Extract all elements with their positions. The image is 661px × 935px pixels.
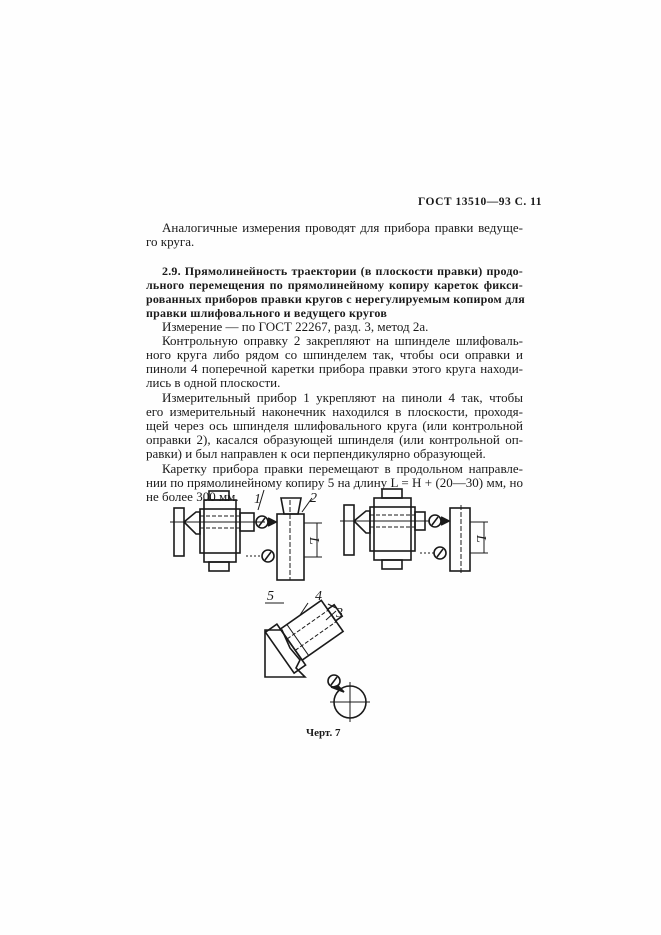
- paragraph-line: Измерение — по ГОСТ 22267, разд. 3, метод 2а.: [162, 319, 429, 334]
- diagram-left: [170, 490, 322, 580]
- paragraph-line: го круга.: [146, 234, 195, 249]
- paragraph-line: его измерительный наконечник находился в плоскости, проходя-: [146, 404, 523, 419]
- paragraph-line: Измерительный прибор 1 укрепляют на пиноли 4 так, чтобы: [162, 390, 523, 405]
- label-2: 2: [310, 491, 317, 506]
- label-1: 1: [254, 492, 261, 507]
- paragraph-line: равки) и был направлен к оси перпендикулярно образующей.: [146, 446, 486, 461]
- label-3: 3: [336, 606, 343, 621]
- label-5: 5: [267, 589, 274, 604]
- paragraph-line: Контрольную оправку 2 закрепляют на шпинделе шлифоваль-: [162, 333, 523, 348]
- paragraph-line: оправки 2), касался образующей шпинделя (или контрольной оп-: [146, 432, 523, 447]
- diagram-bottom: [265, 589, 370, 722]
- paragraph-line: не более 300 мм.: [146, 489, 239, 504]
- paragraph-line: нии по прямолинейному копиру 5 на длину L = H + (20—30) мм, но: [146, 475, 523, 490]
- figure-caption: Черт. 7: [306, 727, 341, 739]
- paragraph-line: ного круга либо рядом со шпинделем так, чтобы оси оправки и: [146, 347, 523, 362]
- label-L-left: L: [306, 537, 321, 545]
- label-L-right: L: [473, 535, 488, 543]
- diagram-right: [340, 489, 488, 575]
- paragraph-line: лись в одной плоскости.: [146, 375, 281, 390]
- paragraph-line: Каретку прибора правки перемещают в продольном направле-: [162, 461, 523, 476]
- paragraph-line: щей через ось шпинделя шлифовального круга (или контрольной: [146, 418, 523, 433]
- section-title-line: 2.9. Прямолинейность траектории (в плоскости правки) продо-: [162, 264, 523, 278]
- paragraph-line: пиноли 4 поперечной каретки прибора правки этого круга находи-: [146, 361, 523, 376]
- paragraph-line: Аналогичные измерения проводят для прибора правки ведуще-: [162, 220, 523, 235]
- label-4: 4: [315, 589, 322, 604]
- section-title-line: правки шлифовального и ведущего кругов: [146, 306, 388, 320]
- section-title-line: льного перемещения по прямолинейному копиру кареток фикси-: [146, 278, 523, 292]
- page-header: ГОСТ 13510—93 С. 11: [418, 196, 543, 208]
- section-title-line: рованных приборов правки кругов с нерегулируемым копиром для: [146, 292, 525, 306]
